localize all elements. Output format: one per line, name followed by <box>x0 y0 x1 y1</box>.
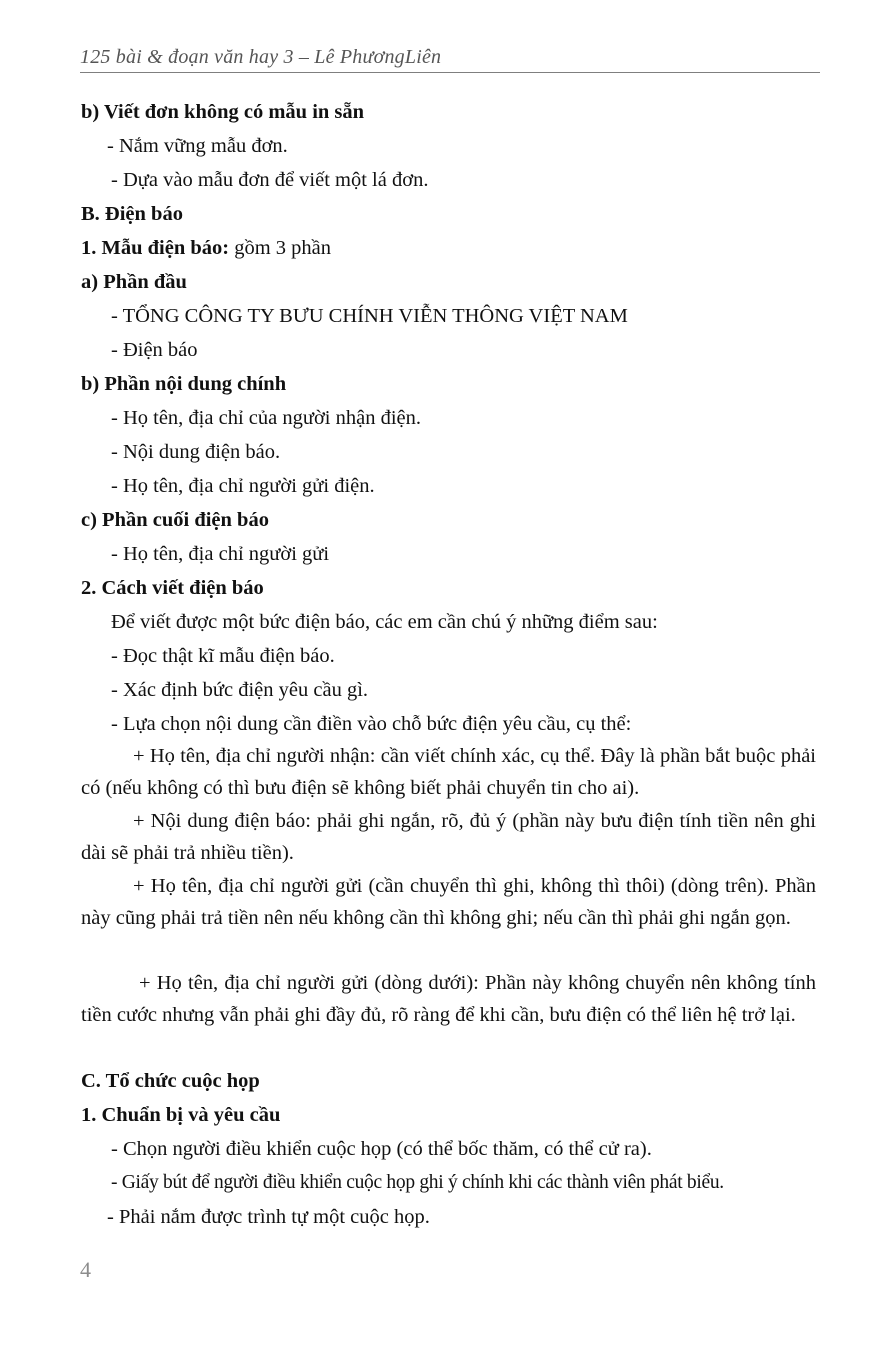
subheading-text: gồm 3 phần <box>229 237 331 259</box>
list-item: - Chọn người điều khiển cuộc họp (có thể bốc thăm, có thể cử ra). <box>111 1138 652 1160</box>
subheading-label: 1. Mẫu điện báo: <box>81 237 230 259</box>
subheading-chuan-bi: 1. Chuẩn bị và yêu cầu <box>81 1104 281 1126</box>
list-item: - TỔNG CÔNG TY BƯU CHÍNH VIỄN THÔNG VIỆT NAM <box>111 305 628 327</box>
subheading-mau-dien-bao <box>81 236 331 260</box>
section-heading-c: C. Tổ chức cuộc họp <box>81 1070 260 1092</box>
list-item: - Nắm vững mẫu đơn. <box>107 135 288 157</box>
list-item: - Đọc thật kĩ mẫu điện báo. <box>111 645 335 667</box>
list-item: - Điện báo <box>111 339 198 361</box>
list-item: - Lựa chọn nội dung cần điền vào chỗ bức điện yêu cầu, cụ thể: <box>111 713 632 735</box>
subheading-b-noi-dung: b) Phần nội dung chính <box>81 373 287 395</box>
list-item: - Họ tên, địa chỉ của người nhận điện. <box>111 407 422 429</box>
subheading-b-viet-don: b) Viết đơn không có mẫu in sẵn <box>81 101 365 123</box>
paragraph-nguoi-gui-duoi: + Họ tên, địa chỉ người gửi (dòng dưới): Phần này không chuyển nên không tính tiền cước nhưng vẫn phải ghi đầy đủ, rõ ràng để khi cần, bưu điện có thể liên hệ trở lại. <box>81 972 816 1026</box>
list-item: - Họ tên, địa chỉ người gửi điện. <box>111 475 375 497</box>
paragraph-nguoi-nhan: + Họ tên, địa chỉ người nhận: cần viết chính xác, cụ thể. Đây là phần bắt buộc phải có (nếu không có thì bưu điện sẽ không biết phải chuyển tin cho ai). <box>81 745 816 799</box>
list-item: - Nội dung điện báo. <box>111 441 281 463</box>
list-item: - Xác định bức điện yêu cầu gì. <box>111 679 369 701</box>
list-item: - Họ tên, địa chỉ người gửi <box>111 543 330 565</box>
header-divider <box>80 72 820 73</box>
section-heading-b: B. Điện báo <box>81 203 183 225</box>
list-item: - Dựa vào mẫu đơn để viết một lá đơn. <box>111 169 429 191</box>
subheading-cach-viet: 2. Cách viết điện báo <box>81 577 264 599</box>
page-number: 4 <box>80 1257 91 1282</box>
running-header: 125 bài & đoạn văn hay 3 – Lê PhươngLiên <box>80 46 442 68</box>
subheading-c-phan-cuoi: c) Phần cuối điện báo <box>81 509 269 531</box>
intro-text: Để viết được một bức điện báo, các em cần chú ý những điểm sau: <box>111 611 658 633</box>
subheading-a-phan-dau: a) Phần đầu <box>81 271 187 293</box>
list-item: - Giấy bút để người điều khiển cuộc họp ghi ý chính khi các thành viên phát biểu. <box>111 1172 724 1193</box>
list-item: - Phải nắm được trình tự một cuộc họp. <box>107 1206 430 1228</box>
paragraph-nguoi-gui-tren: + Họ tên, địa chỉ người gửi (cần chuyển thì ghi, không thì thôi) (dòng trên). Phần này cũng phải trả tiền nên nếu không cần thì không ghi; nếu cần thì phải ghi ngắn gọn. <box>81 875 816 929</box>
paragraph-noi-dung: + Nội dung điện báo: phải ghi ngắn, rõ, đủ ý (phần này bưu điện tính tiền nên ghi dài sẽ phải trả nhiều tiền). <box>81 810 816 864</box>
